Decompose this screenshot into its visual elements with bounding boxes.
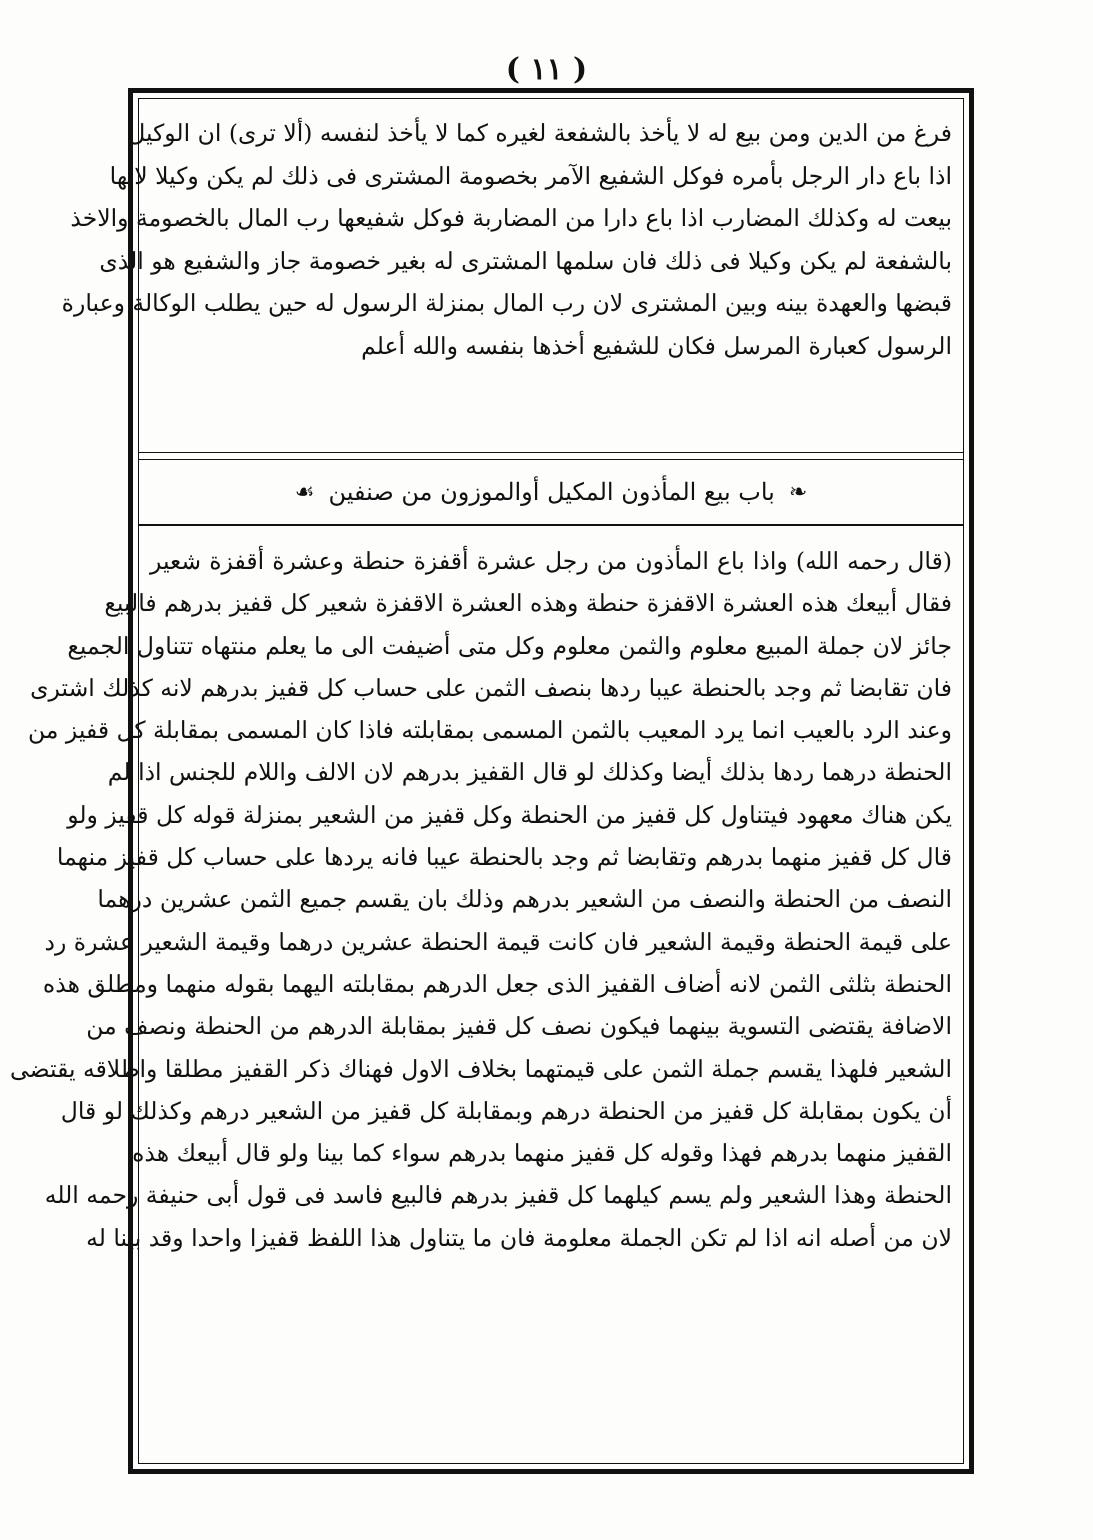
text-line: على قيمة الحنطة وقيمة الشعير فان كانت قيمة الحنطة عشرين درهما وقيمة الشعير عشرة رد [44,927,952,956]
text-line: بيعت له وكذلك المضارب اذا باع دارا من المضاربة فوكل شفيعها رب المال بالخصومة والاخذ [70,204,952,232]
text-line: فقال أبيعك هذه العشرة الاقفزة حنطة وهذه العشرة الاقفزة شعير كل قفيز بدرهم فالبيع [104,589,952,618]
text-line: الحنطة وهذا الشعير ولم يسم كيلهما كل قفيز بدرهم فالبيع فاسد فى قول أبى حنيفة رحمه الله [44,1181,952,1210]
text-line: الرسول كعبارة المرسل فكان للشفيع أخذها بنفسه والله أعلم [361,331,952,360]
text-line: الشعير فلهذا يقسم جملة الثمن على قيمتهما بخلاف الاول فهناك ذكر القفيز مطلقا واطلاقه يقتضى [10,1054,952,1083]
text-line: وعند الرد بالعيب انما يرد المعيب بالثمن المسمى بمقابلته فاذا كان المسمى بمقابلة كل قفيز من [27,716,952,745]
ornament-left-icon: ☙ [294,479,315,505]
text-line: فان تقابضا ثم وجد بالحنطة عيبا ردها بنصف الثمن على حساب كل قفيز بدرهم لانه كذلك اشترى [30,673,952,702]
text-line: القفيز منهما بدرهم فهذا وقوله كل قفيز منهما بدرهم سواء كما بينا ولو قال أبيعك هذه [132,1139,952,1168]
text-line: جائز لان جملة المبيع معلوم والثمن معلوم وكل متى أضيفت الى ما يعلم منتهاه تتناول الجميع [67,631,952,660]
chapter-heading [150,460,952,524]
page-content [10,112,952,1452]
text-line: (قال رحمه الله) واذا باع المأذون من رجل عشرة أقفزة حنطة وعشرة أقفزة شعير [150,547,952,575]
text-line: لان من أصله انه اذا لم تكن الجملة معلومة فان ما يتناول هذا اللفظ قفيزا واحدا وقد بينا له [86,1223,952,1252]
text-line: النصف من الحنطة والنصف من الشعير بدرهم وذلك بان يقسم جميع الثمن عشرين درهما [97,885,952,914]
text-line: قال كل قفيز منهما بدرهم وتقابضا ثم وجد بالحنطة عيبا فانه يردها على حساب كل قفيز منهما [56,843,952,872]
text-line: قبضها والعهدة بينه وبين المشترى لان رب المال بمنزلة الرسول له حين يطلب الوكالة وعبارة [61,289,952,317]
text-line: فرغ من الدين ومن بيع له لا يأخذ بالشفعة لغيره كما لا يأخذ لنفسه (ألا ترى) ان الوكيل [128,119,952,147]
text-line: بالشفعة لم يكن وكيلا فى ذلك فان سلمها المشترى له بغير خصومة جاز والشفيع هو الذى [99,246,952,275]
section-divider [138,452,964,460]
text-line: أن يكون بمقابلة كل قفيز من الحنطة درهم وبمقابلة كل قفيز من الشعير درهم وكذلك لو قال [60,1096,952,1125]
text-line: الحنطة درهما ردها بذلك أيضا وكذلك لو قال القفيز بدرهم لان الالف واللام للجنس اذا لم [107,758,952,787]
page-number: ( ١١ ) [505,52,588,87]
intro-paragraph [61,112,952,452]
text-line: الاضافة يقتضى التسوية بينهما فيكون نصف كل قفيز بمقابلة الدرهم من الحنطة ونصف من [86,1012,952,1041]
text-line: يكن هناك معهود فيتناول كل قفيز من الحنطة وكل قفيز من الشعير بمنزلة قوله كل قفيز ولو [67,800,952,829]
chapter-title: باب بيع المأذون المكيل أوالموزون من صنفين [328,478,775,506]
text-line: اذا باع دار الرجل بأمره فوكل الشفيع الآمر بخصومة المشترى فى ذلك لم يكن وكيلا لانها [109,161,952,190]
text-line: الحنطة بثلثى الثمن لانه أضاف القفيز الذى جعل الدرهم بمقابلته اليهما بقوله منهما ومطلق هذه [42,969,952,998]
body-paragraph [10,526,952,1259]
ornament-right-icon: ❧ [788,479,808,505]
